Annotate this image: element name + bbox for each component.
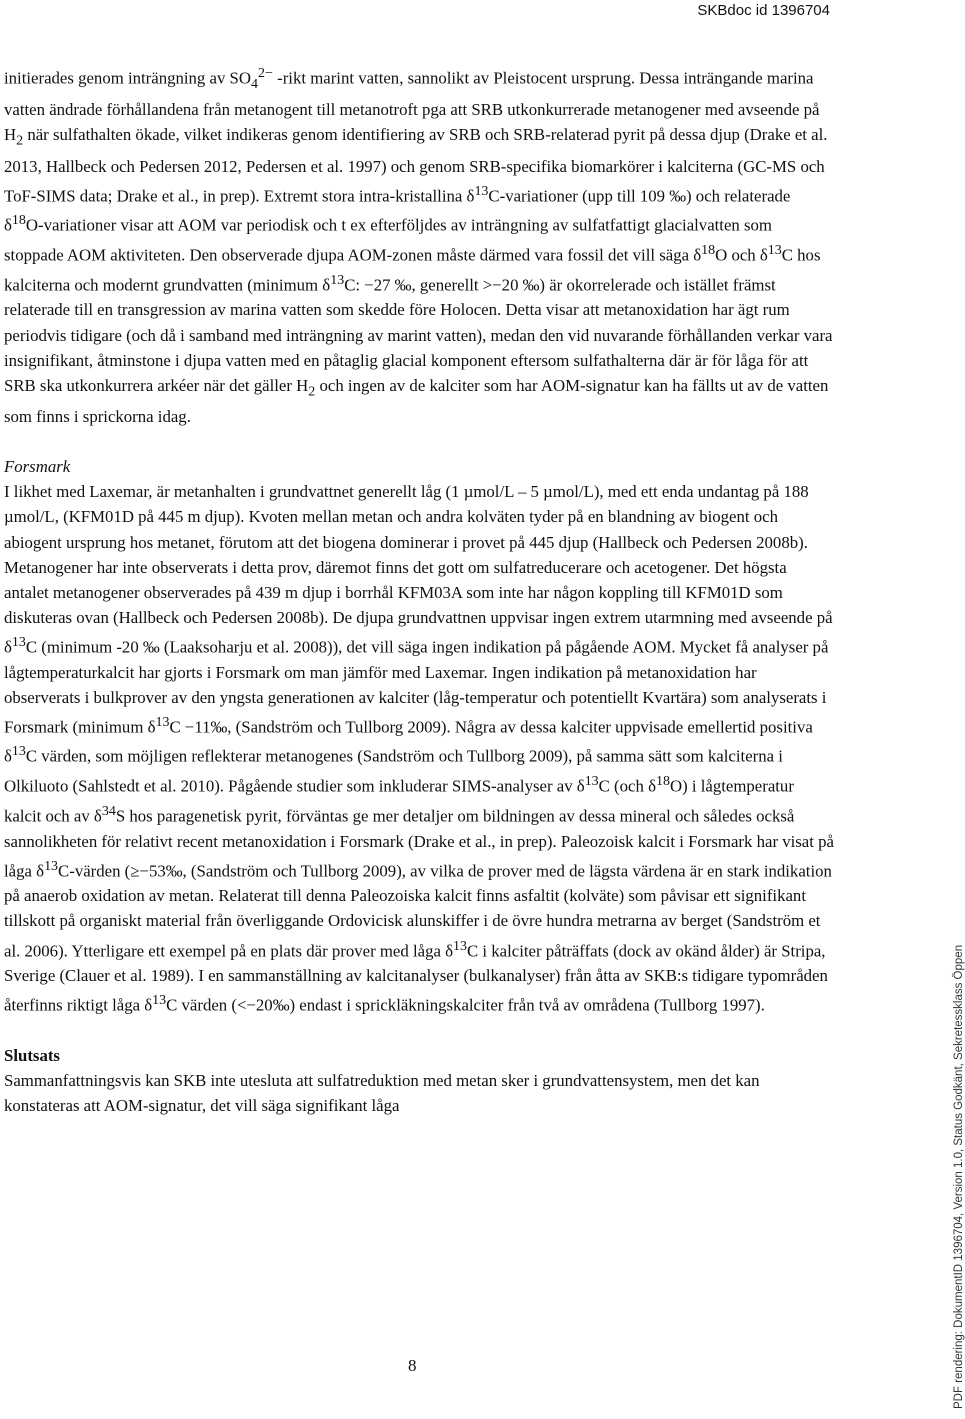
page-number: 8 (408, 1356, 417, 1375)
document-id-header: SKBdoc id 1396704 (697, 2, 830, 19)
paragraph-forsmark: I likhet med Laxemar, är metanhalten i grundvattnet generellt låg (1 µmol/L – 5 µmol/L), med ett enda undantag på 188 µmol/L, (KFM01D på 445 m djup). Kvoten mellan metan och andra kolväten tyder på en blandning av biogent och abiogent ursprung hos metanet, förutom att det biogena dominerar i provet på 445 djup (Hallbeck och Pedersen 2008b). Metanogener har inte observerats i detta prov, däremot finns det gott om sulfatreducerare och acetogener. Det högsta antalet metanogener observerades på 439 m djup i borrhål KFM03A som inte har någon koppling till KFM01D som diskuteras ovan (Hallbeck och Pedersen 2008b). De djupa grundvattnen uppvisar ingen extrem utarmning med avseende på $\delta^{13}C$ (minimum -20 ‰ (Laaksoharju et al. 2008)), det vill säga ingen indikation på pågående AOM. Mycket få analyser på lågtemperaturkalcit har gjorts i Forsmark om man jämför med Laxemar. Ingen indikation på metanoxidation har observerats i bulkprover av den yngsta generationen av kalciter (låg-temperatur och potentiellt Kvartära) som analyserats i Forsmark (minimum $\delta^{13}C$ −11‰, (Sandström och Tullborg 2009). Några av dessa kalciter uppvisade emellertid positiva $\delta^{13}C$ värden, som möjligen reflekterar metanogenes (Sandström och Tullborg 2009), på samma sätt som kalciterna i Olkiluoto (Sahlstedt et al. 2010). Pågående studier som inkluderar SIMS-analyser av $\delta^{13}C$ (och $\delta^{18}O$) i lågtemperatur kalcit och av $\delta^{34}S$ hos paragenetisk pyrit, förväntas ge mer detaljer om bildningen av dessa mineral och således också sannolikheten för relativt recent metanoxidation i Forsmark (Drake et al., in prep). Paleozoisk kalcit i Forsmark har visat på låga $\delta^{13}C$-värden (≥−53‰, (Sandström och Tullborg 2009), av vilka de prover med de lägsta värdena är en stark indikation på anaerob oxidation av metan. Relaterat till denna Paleozoiska kalcit finns asfaltit (kolväte) som påvisar ett signifikant tillskott på organiskt material från överliggande Ordovicisk alunskiffer i de övre hundra metrarna av berget (Sandström et al. 2006). Ytterligare ett exempel på en plats där prover med låga $\delta^{13}C$ i kalciter påträffats (dock av okänd ålder) är Stripa, Sverige (Clauer et al. 1989). I en sammanställning av kalcitanalyser (bulkanalyser) från åtta av SKB:s tidigare typområden återfinns riktigt låga $\delta^{13}C$ värden (<−20‰) endast i sprickläkningskalciter från två av områdena (Tullborg 1997). (4, 482, 834, 1015)
paragraph-gap (4, 1018, 834, 1043)
section-heading-forsmark: Forsmark (4, 457, 71, 477)
paragraph-slutsats: Sammanfattningsvis kan SKB inte utesluta att sulfatreduktion med metan sker i grundvattensystem, men det kan konstateras att AOM-signatur, det vill säga signifikant låga (4, 1071, 760, 1116)
paragraph-intro: initierades genom inträngning av $SO_4^{2-}$ -rikt marint vatten, sannolikt av Pleistocent ursprung. Dessa inträngande marina vatten ändrade förhållandena från metanogent till metanotroft pga att SRB utkonkurrerade metanogener med avseende på $H_2$ när sulfathalten ökade, vilket indikeras genom identifiering av SRB och SRB-relaterad pyrit på dessa djup (Drake et al. 2013, Hallbeck och Pedersen 2012, Pedersen et al. 1997) och genom SRB-specifika biomarkörer i kalciterna (GC-MS och ToF-SIMS data; Drake et al., in prep). Extremt stora intra-kristallina $\delta^{13}C$-variationer (upp till 109 ‰) och relaterade $\delta^{18}O$-variationer visar att AOM var periodisk och t ex efterföljdes av inträngning av sulfatfattigt glacialvatten som stoppade AOM aktiviteten. Den observerade djupa AOM-zonen måste därmed vara fossil det vill säga $\delta^{18}O$ och $\delta^{13}C$ hos kalciterna och modernt grundvatten (minimum $\delta^{13}C$: −27 ‰, generellt >−20 ‰) är okorrelerade och istället främst relaterade till en transgression av marina vatten som skedde före Holocen. Detta visar att metanoxidation har ägt rum periodvis tidigare (och då i samband med inträngning av marint vatten), medan den vid nuvarande förhållanden verkar vara insignifikant, åtminstone i djupa vatten med en påtaglig glacial komponent eftersom sulfathalterna där är för låga för att SRB ska utkonkurrera arkéer när det gäller $H_2$ och ingen av de kalciter som har AOM-signatur kan ha fällts ut av de vatten som finns i sprickorna idag. (4, 66, 833, 427)
page-body (4, 61, 834, 1118)
section-heading-slutsats: Slutsats (4, 1045, 60, 1065)
paragraph-gap (4, 429, 834, 454)
pdf-rendering-stamp: PDF rendering: DokumentID 1396704, Version 1.0, Status Godkänt, Sekretessklass Öppen (953, 944, 965, 1409)
